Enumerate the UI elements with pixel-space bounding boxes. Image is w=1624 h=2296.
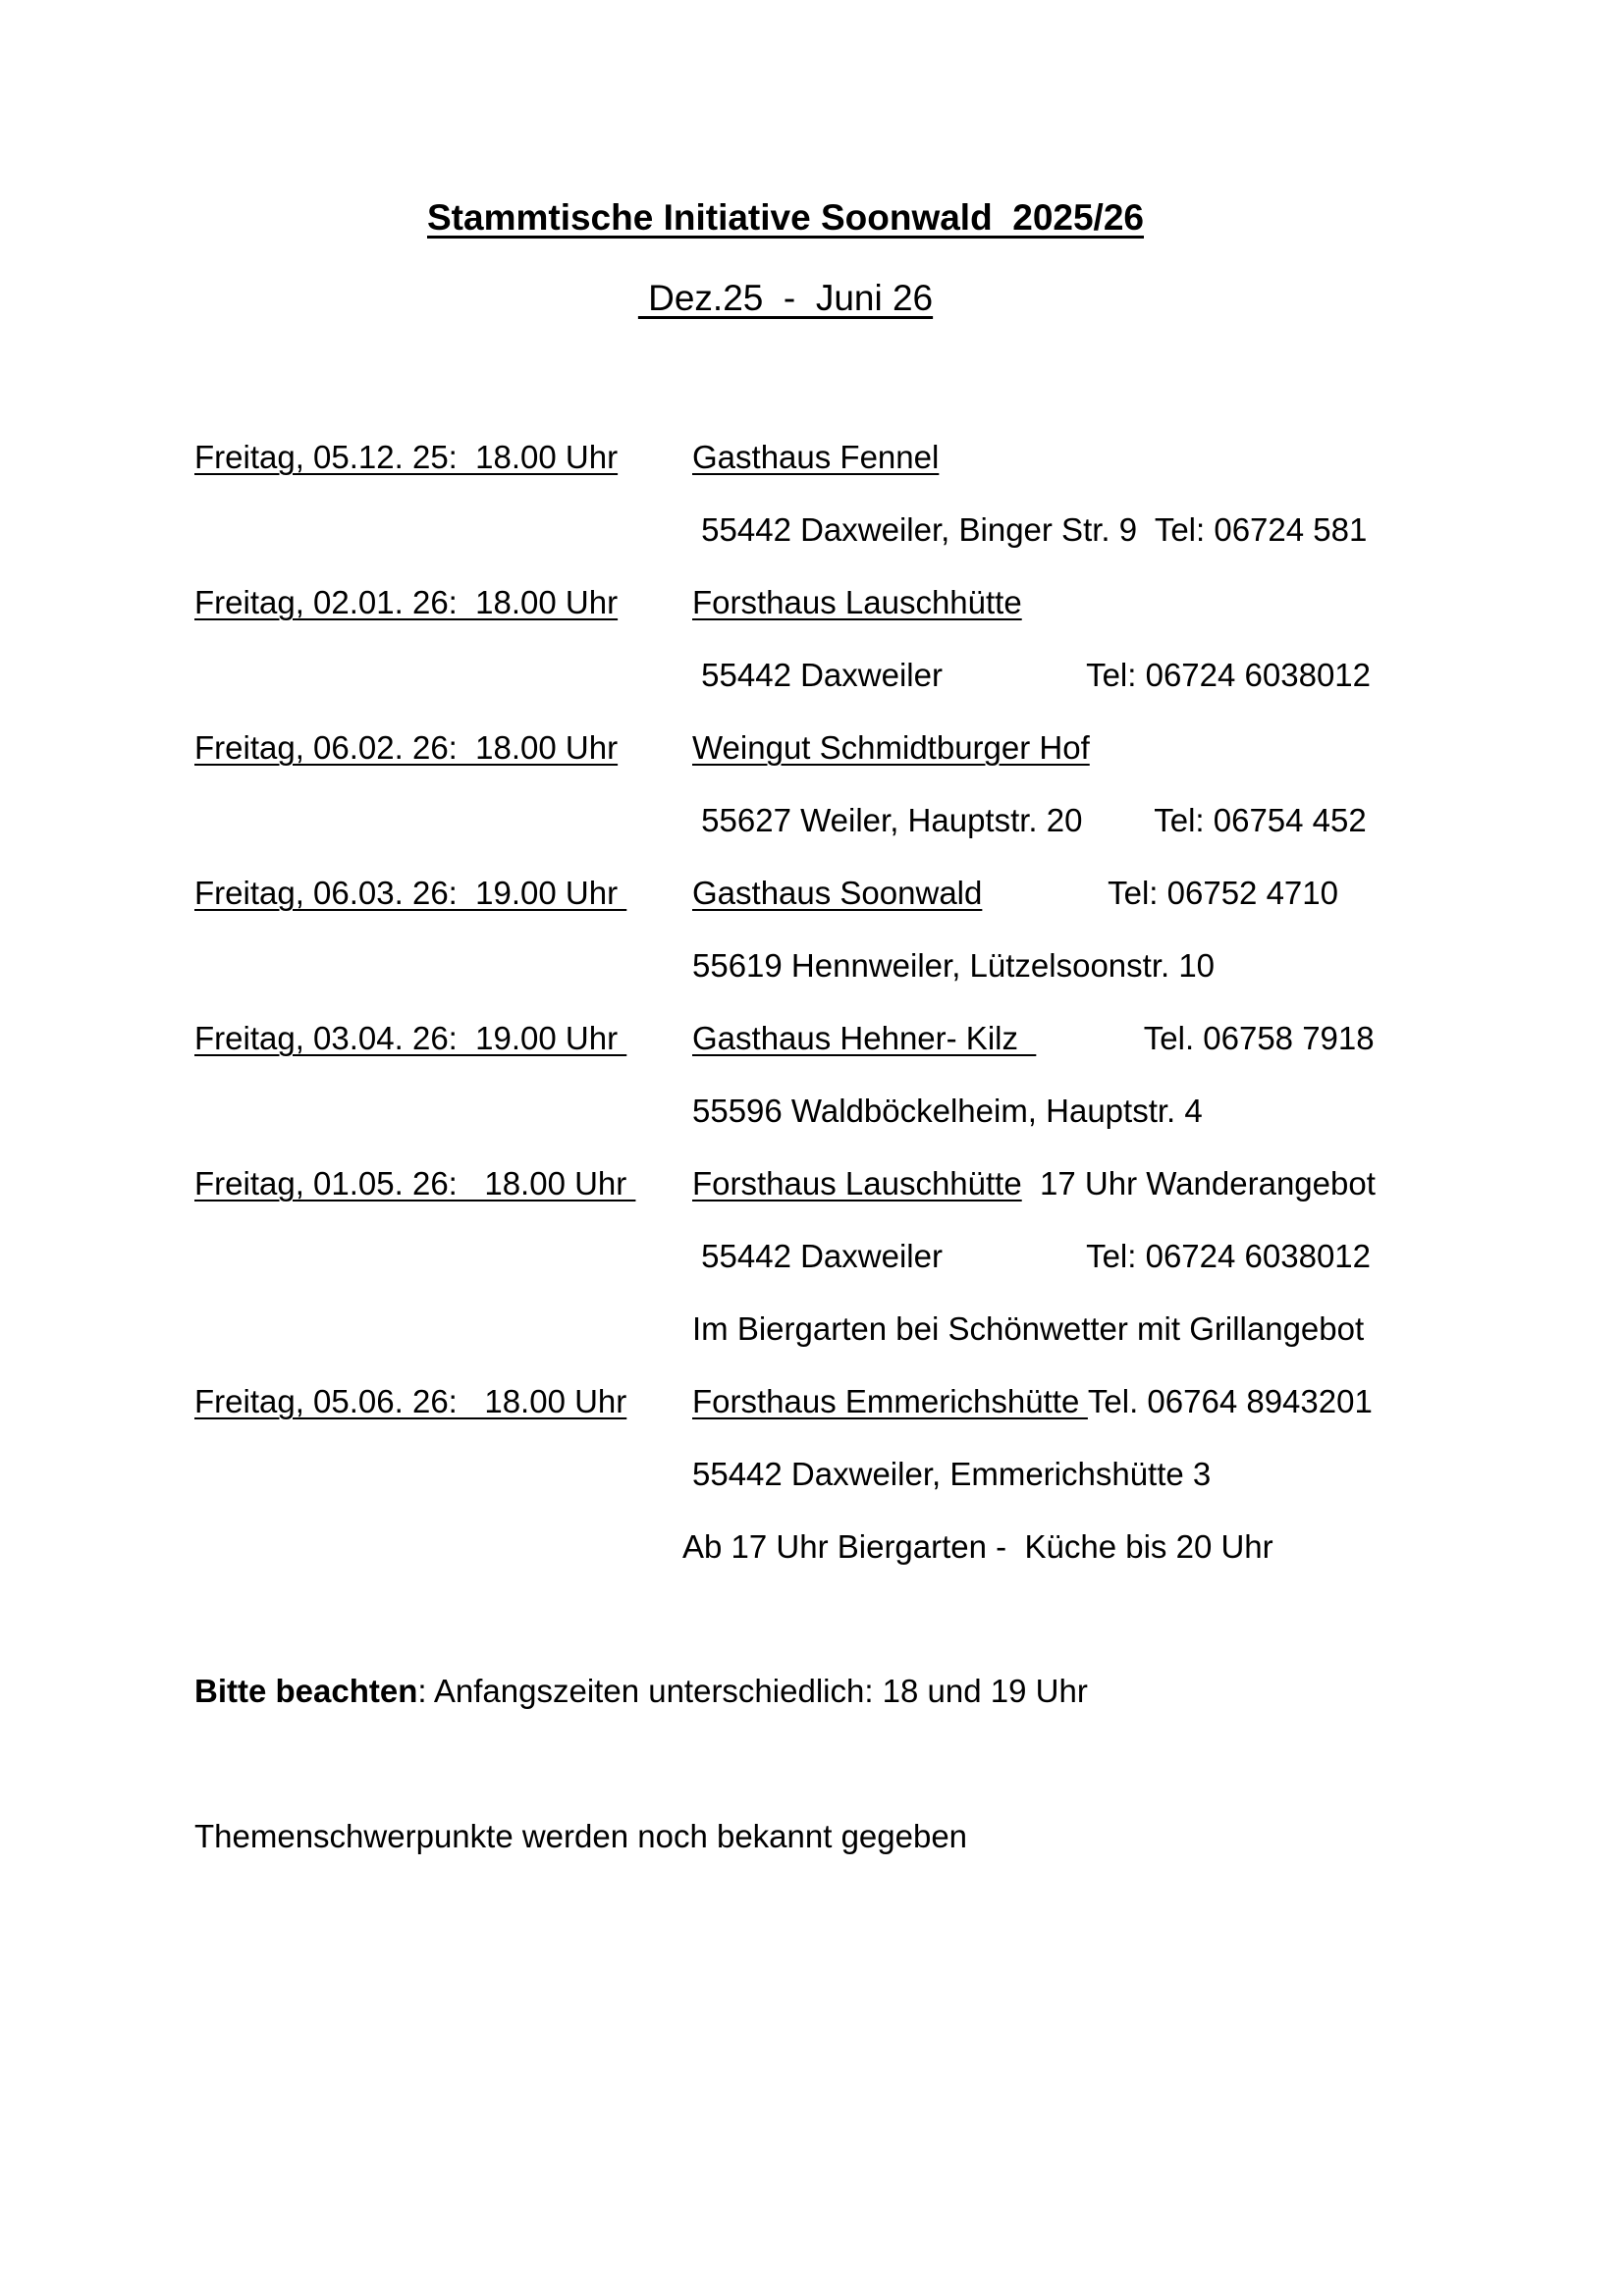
event-date: Freitag, 05.12. 25: 18.00 Uhr	[194, 439, 619, 475]
notice-label: Bitte beachten	[194, 1673, 418, 1709]
event-date: Freitag, 05.06. 26: 18.00 Uhr	[194, 1383, 627, 1419]
event-venue-extra: Tel. 06764 8943201	[1087, 1383, 1373, 1419]
event-venue-line	[692, 1164, 1376, 1203]
event-venue: Gasthaus Fennel	[692, 439, 940, 475]
event-venue: Weingut Schmidtburger Hof	[692, 729, 1090, 766]
event-venue-line	[692, 583, 1022, 622]
event-note: Im Biergarten bei Schönwetter mit Grillangebot	[692, 1310, 1365, 1347]
event-venue: Forsthaus Lauschhütte	[692, 1165, 1022, 1201]
event-venue: Forsthaus Emmerichshütte	[692, 1383, 1088, 1419]
event-address: 55442 Daxweiler, Emmerichshütte 3	[692, 1456, 1212, 1492]
event-venue-line	[692, 874, 1338, 913]
event-address: 55442 Daxweiler Tel: 06724 6038012	[692, 657, 1372, 693]
event-venue-extra: Tel: 06752 4710	[982, 875, 1338, 911]
event-address: 55596 Waldböckelheim, Hauptstr. 4	[692, 1093, 1203, 1129]
event-venue: Forsthaus Lauschhütte	[692, 584, 1022, 620]
event-venue-line	[692, 438, 939, 477]
event-venue: Gasthaus Soonwald	[692, 875, 983, 911]
event-address: 55619 Hennweiler, Lützelsoonstr. 10	[692, 947, 1216, 984]
event-date: Freitag, 06.02. 26: 18.00 Uhr	[194, 729, 619, 766]
event-date: Freitag, 01.05. 26: 18.00 Uhr	[194, 1165, 636, 1201]
event-note: Ab 17 Uhr Biergarten - Küche bis 20 Uhr	[682, 1528, 1273, 1565]
event-date: Freitag, 02.01. 26: 18.00 Uhr	[194, 584, 619, 620]
event-address: 55442 Daxweiler Tel: 06724 6038012	[692, 1238, 1372, 1274]
document-title: Stammtische Initiative Soonwald 2025/26	[427, 197, 1144, 238]
notice-line	[194, 1673, 1088, 1710]
event-address: 55627 Weiler, Hauptstr. 20 Tel: 06754 452	[692, 802, 1367, 838]
footer-note: Themenschwerpunkte werden noch bekannt gegeben	[194, 1818, 968, 1854]
event-venue-line	[692, 1019, 1375, 1058]
event-address: 55442 Daxweiler, Binger Str. 9 Tel: 06724 581	[692, 511, 1368, 548]
event-date: Freitag, 06.03. 26: 19.00 Uhr	[194, 875, 627, 911]
event-venue: Gasthaus Hehner- Kilz	[692, 1020, 1037, 1056]
event-venue-line	[692, 728, 1090, 768]
event-venue-line	[692, 1382, 1373, 1421]
event-venue-extra: Tel. 06758 7918	[1036, 1020, 1375, 1056]
document-subtitle: Dez.25 - Juni 26	[637, 278, 934, 318]
event-date: Freitag, 03.04. 26: 19.00 Uhr	[194, 1020, 627, 1056]
notice-text: : Anfangszeiten unterschiedlich: 18 und 19 Uhr	[417, 1673, 1088, 1709]
event-venue-extra: 17 Uhr Wanderangebot	[1021, 1165, 1376, 1201]
